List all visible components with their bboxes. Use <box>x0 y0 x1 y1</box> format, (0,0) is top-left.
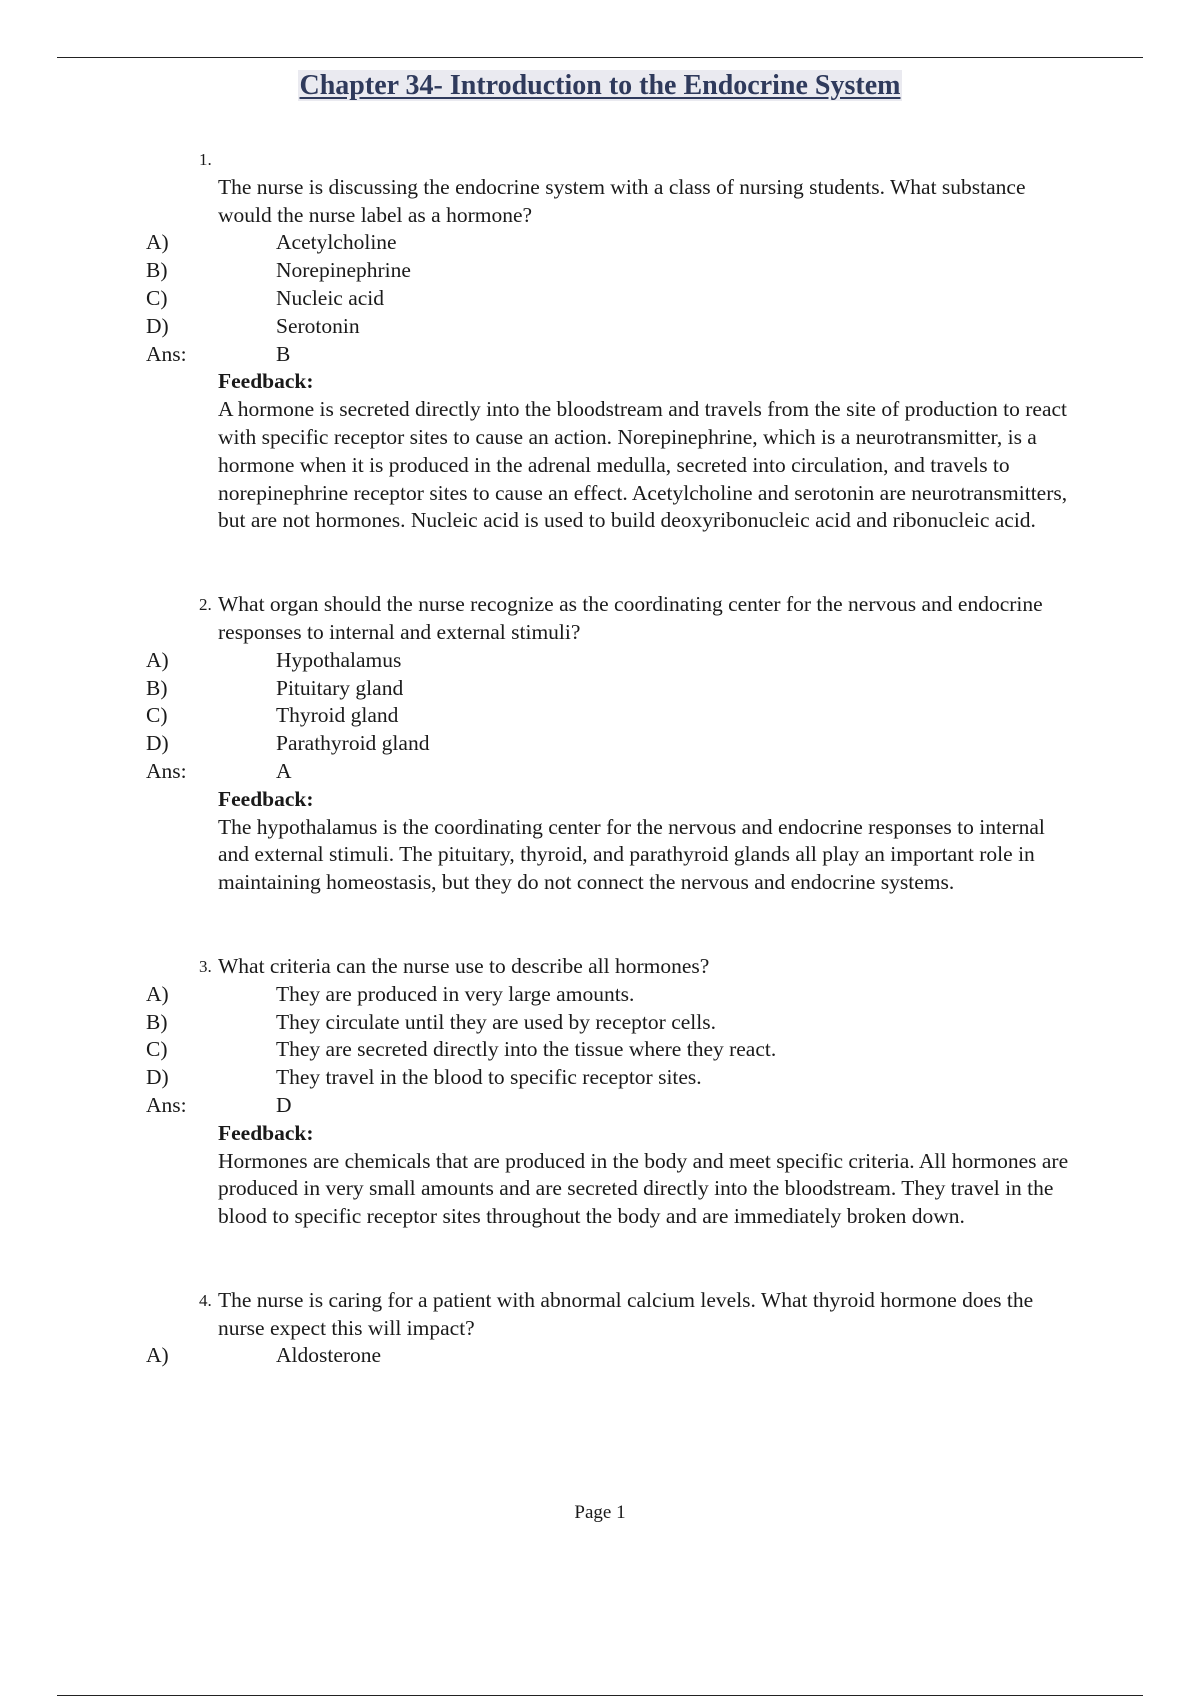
option-label: C) <box>146 1037 168 1062</box>
option-row <box>0 229 1200 257</box>
page-title-wrap <box>0 70 1200 102</box>
option-row <box>0 285 1200 313</box>
question-text: What organ should the nurse recognize as the coordinating center for the nervous and endocrine responses to internal and external stimuli? <box>218 592 1043 644</box>
answer-row <box>0 1092 1200 1120</box>
option-label: A) <box>146 981 169 1006</box>
answer-row <box>0 758 1200 786</box>
option-label: C) <box>146 703 168 728</box>
option-label: A) <box>146 647 169 672</box>
answer-label: Ans: <box>146 758 187 783</box>
option-row <box>0 1009 1200 1037</box>
option-text: They are secreted directly into the tissue where they react. <box>276 1037 777 1062</box>
option-text: Parathyroid gland <box>276 731 430 756</box>
option-row <box>0 1342 1200 1370</box>
question-text: The nurse is caring for a patient with abnormal calcium levels. What thyroid hormone does the nurse expect this will impact? <box>218 1287 1034 1340</box>
option-text: Aldosterone <box>276 1343 382 1368</box>
question-4 <box>0 1287 1200 1370</box>
option-row <box>0 675 1200 703</box>
option-label: B) <box>146 258 168 283</box>
page-footer: Page 1 <box>574 1502 626 1523</box>
answer-value: A <box>276 758 292 783</box>
answer-label: Ans: <box>146 341 187 366</box>
option-label: D) <box>146 313 169 338</box>
option-row <box>0 257 1200 285</box>
question-content <box>0 146 1200 1370</box>
option-text: They are produced in very large amounts. <box>276 981 635 1006</box>
option-row <box>0 313 1200 341</box>
question-2 <box>0 591 1200 897</box>
option-label: D) <box>146 731 169 756</box>
question-number: 3. <box>199 956 212 976</box>
question-text: What criteria can the nurse use to describe all hormones? <box>218 953 710 978</box>
spacer <box>0 897 1200 953</box>
question-number: 4. <box>199 1290 212 1310</box>
question-text: The nurse is discussing the endocrine system with a class of nursing students. What substance would the nurse label as a hormone? <box>218 174 1026 227</box>
option-label: A) <box>146 230 169 255</box>
option-label: B) <box>146 675 168 700</box>
answer-value: B <box>276 341 291 366</box>
answer-row <box>0 341 1200 369</box>
option-label: A) <box>146 1343 169 1368</box>
option-label: C) <box>146 285 168 310</box>
option-row <box>0 1036 1200 1064</box>
page-title: Chapter 34- Introduction to the Endocrine System <box>299 70 901 101</box>
option-row <box>0 730 1200 758</box>
question-number-row <box>0 146 1200 174</box>
option-label: D) <box>146 1065 169 1090</box>
option-row <box>0 702 1200 730</box>
option-text: Thyroid gland <box>276 703 399 728</box>
feedback-text: A hormone is secreted directly into the bloodstream and travels from the site of production to react with specific receptor sites to cause an action. Norepinephrine, which is a neurotransmitter, is a hormone when it is produced in the adrenal medulla, secreted into circulation, and travels to norepinephrine receptor sites to cause an effect. Acetylcholine and serotonin are neurotransmitters, but are not hormones. Nucleic acid is used to build deoxyribonucleic acid and ribonucleic acid. <box>218 397 1068 533</box>
question-1 <box>0 146 1200 535</box>
feedback-text: Hormones are chemicals that are produced in the body and meet specific criteria. All hormones are produced in very small amounts and are secreted directly into the bloodstream. They travel in the blood to specific receptor sites throughout the body and are immediately broken down. <box>218 1148 1069 1229</box>
option-row <box>0 1064 1200 1092</box>
option-text: They travel in the blood to specific receptor sites. <box>276 1065 702 1090</box>
spacer <box>0 535 1200 591</box>
spacer <box>0 1231 1200 1287</box>
option-text: They circulate until they are used by receptor cells. <box>276 1009 716 1034</box>
answer-label: Ans: <box>146 1092 187 1117</box>
top-rule <box>57 57 1143 58</box>
option-text: Pituitary gland <box>276 675 404 700</box>
feedback-heading: Feedback: <box>218 786 314 811</box>
option-text: Nucleic acid <box>276 285 385 310</box>
bottom-rule <box>57 1695 1143 1696</box>
option-text: Serotonin <box>276 313 360 338</box>
feedback-heading: Feedback: <box>218 369 314 394</box>
option-text: Acetylcholine <box>276 230 397 255</box>
option-text: Hypothalamus <box>276 647 402 672</box>
feedback-heading: Feedback: <box>218 1120 314 1145</box>
question-number: 1. <box>199 150 212 169</box>
question-3 <box>0 953 1200 1231</box>
option-label: B) <box>146 1009 168 1034</box>
answer-value: D <box>276 1092 292 1117</box>
option-text: Norepinephrine <box>276 258 411 283</box>
question-number: 2. <box>199 595 212 615</box>
option-row <box>0 981 1200 1009</box>
feedback-text: The hypothalamus is the coordinating center for the nervous and endocrine responses to internal and external stimuli. The pituitary, thyroid, and parathyroid glands all play an important role in maintaining homeostasis, but they do not connect the nervous and endocrine systems. <box>218 814 1045 895</box>
option-row <box>0 647 1200 675</box>
